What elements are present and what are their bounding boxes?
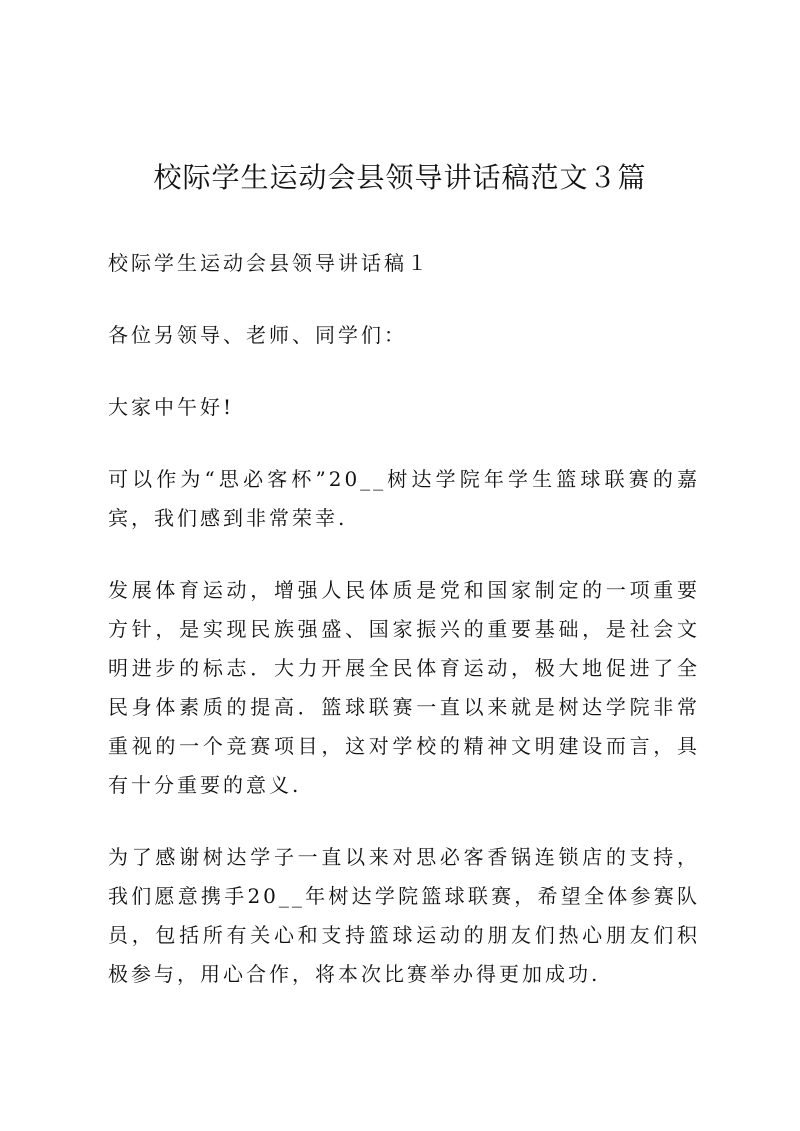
- body-paragraph: 为了感谢树达学子一直以来对思必客香锅连锁店的支持，我们愿意携手20__年树达学院篮球联赛，希望全体参赛队员，包括所有关心和支持篮球运动的朋友们热心朋友们积极参与，用心合作，将本次比赛举办得更加成功.: [108, 845, 700, 986]
- document-body: [108, 244, 700, 1027]
- salutation-paragraph: 各位另领导、老师、同学们：: [108, 323, 407, 347]
- body-paragraph: 可以作为“思必客杯”20__树达学院年学生篮球联赛的嘉宾，我们感到非常荣幸.: [108, 467, 700, 530]
- body-paragraph: 发展体育运动，增强人民体质是党和国家制定的一项重要方针，是实现民族强盛、国家振兴的重要基础，是社会文明进步的标志．大力开展全民体育运动，极大地促进了全民身体素质的提高．篮球联赛一直以来就是树达学院非常重视的一个竞赛项目，这对学校的精神文明建设而言，具有十分重要的意义.: [108, 578, 700, 797]
- document-title: 校际学生运动会县领导讲话稿范文３篇: [153, 161, 647, 194]
- document-subtitle: 校际学生运动会县领导讲话稿１: [108, 251, 430, 275]
- greeting-paragraph: 大家中午好!: [108, 395, 235, 419]
